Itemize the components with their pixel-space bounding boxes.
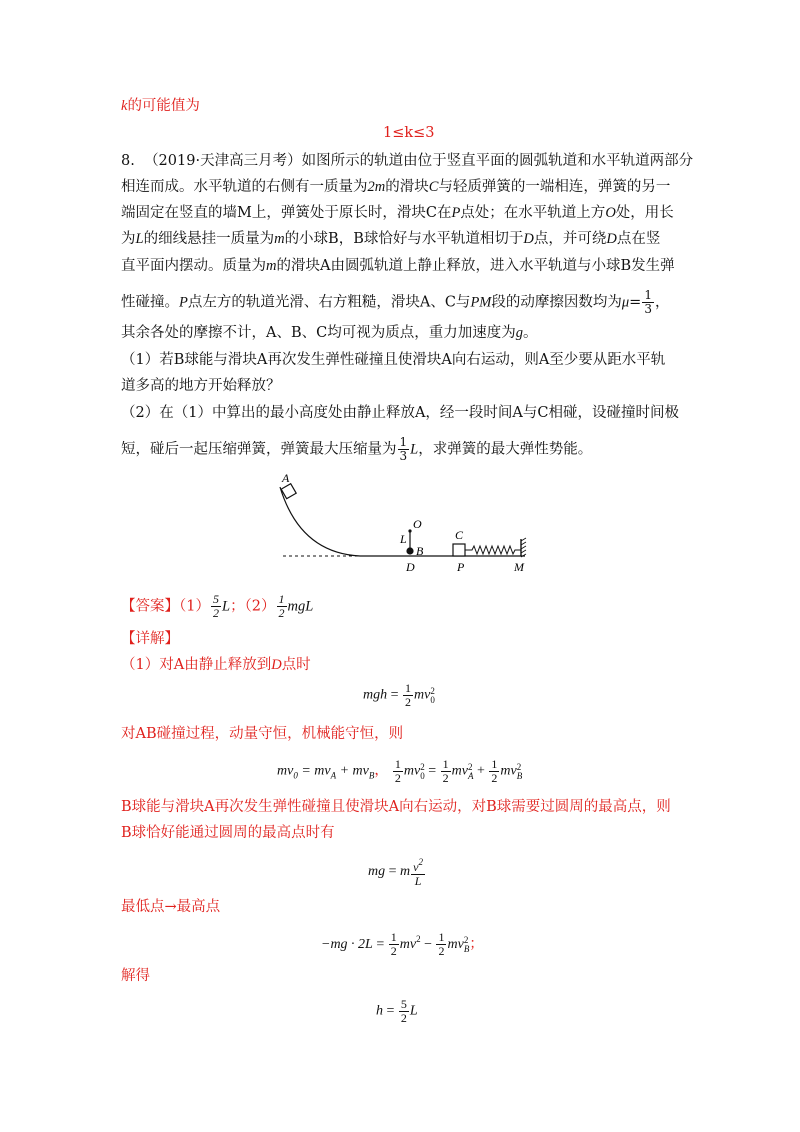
superscript: 2 xyxy=(516,761,522,772)
label-o: O xyxy=(413,517,422,531)
math-mv: mv xyxy=(403,763,421,779)
supsub-2-0 xyxy=(430,687,435,705)
fraction-denominator: 2 xyxy=(400,1011,407,1025)
problem-text: 的小球B，B球恰好与水平轨道相切于 xyxy=(284,231,524,247)
fraction-numerator: 1 xyxy=(394,757,401,771)
detail-step-5: 解得 xyxy=(121,968,150,984)
fraction-denominator: 2 xyxy=(405,695,412,709)
fraction-numerator: 5 xyxy=(400,997,407,1011)
math-l: L xyxy=(409,1003,418,1019)
math-l: L xyxy=(135,231,144,247)
math-d: D xyxy=(523,231,534,247)
problem-text: 相连而成。水平轨道的右侧有一质量为 xyxy=(121,179,368,195)
math-pm: PM xyxy=(470,294,492,311)
math-h: h xyxy=(376,1003,383,1019)
fraction-half xyxy=(441,758,451,785)
problem-text: 点，并可绕 xyxy=(533,231,607,247)
fraction-numerator xyxy=(411,856,425,875)
math-d: D xyxy=(271,657,282,673)
math-c: C xyxy=(428,179,439,195)
math-mv: mv xyxy=(277,763,294,779)
fraction-numerator: 1 xyxy=(644,288,652,302)
problem-text: 直平面内摆动。质量为 xyxy=(121,258,266,274)
problem-text: 段的动摩擦因数均为 xyxy=(491,294,622,311)
problem-text: 的细线悬挂一质量为 xyxy=(143,231,275,247)
question-1-line-2: 道多高的地方开始释放？ xyxy=(121,378,281,394)
math-mv: mv xyxy=(451,763,468,779)
math-mv: + mv xyxy=(336,763,369,779)
problem-text: 性碰撞。 xyxy=(121,294,179,311)
fraction-denominator: 2 xyxy=(390,944,397,959)
equation-3 xyxy=(368,856,426,888)
math-equals: = xyxy=(376,937,385,952)
math-p: P xyxy=(451,205,461,221)
math-lhs: −mg · 2L xyxy=(321,937,373,952)
fraction-numerator: 1 xyxy=(491,757,498,771)
math-m: m xyxy=(266,258,277,274)
detail-step-3b: B球恰好能通过圆周的最高点时有 xyxy=(121,825,335,841)
math-mv: mv xyxy=(447,937,464,952)
label-c: C xyxy=(455,528,464,542)
detail-step-3a: B球能与滑块A再次发生弹性碰撞且使滑块A向右运动，对B球需要过圆周的最高点，则 xyxy=(121,799,671,815)
subscript: B xyxy=(368,770,375,781)
superscript: 2 xyxy=(430,685,435,696)
math-d: D xyxy=(606,231,617,247)
problem-number: 8. xyxy=(121,153,135,169)
subscript: A xyxy=(467,770,474,781)
answer-1-fraction xyxy=(211,593,221,620)
math-equals: = xyxy=(629,294,642,311)
math-plus: + xyxy=(476,763,485,779)
label-m: M xyxy=(514,560,524,574)
detail-text: （1）对A由静止释放到 xyxy=(121,657,272,673)
superscript: 2 xyxy=(420,761,425,772)
problem-text: 的滑块 xyxy=(385,179,429,195)
fraction-numerator: 1 xyxy=(278,592,285,606)
answer-2-fraction xyxy=(277,593,287,620)
fraction-denominator: 3 xyxy=(399,449,408,463)
problem-text: 点左方的轨道光滑、右方粗糙，滑块A、C与 xyxy=(187,294,471,311)
label-d: D xyxy=(406,560,415,574)
fraction-half xyxy=(389,931,399,958)
fraction-denominator: 2 xyxy=(278,606,285,620)
subscript: A xyxy=(330,770,337,781)
math-comma: ， xyxy=(374,763,389,779)
spring xyxy=(465,546,521,554)
question-1-line-1: （1）若B球能与滑块A再次发生弹性碰撞且使滑块A向右运动，则A至少要从距水平轨 xyxy=(121,352,666,368)
problem-text: 。 xyxy=(522,325,538,341)
fraction-five-halves xyxy=(399,998,409,1025)
math-equals: = xyxy=(390,687,399,703)
problem-text: 短，碰后一起压缩弹簧，弹簧最大压缩量为 xyxy=(121,441,397,458)
math-mass-coef: 2 xyxy=(367,179,375,195)
ball-b xyxy=(406,547,413,554)
fraction-numerator: 5 xyxy=(212,592,219,606)
subscript: 0 xyxy=(420,770,425,781)
fraction-denominator: 2 xyxy=(442,771,449,785)
problem-text: 与轻质弹簧的一端相连，弹簧的另一 xyxy=(438,179,671,195)
problem-text: 点在竖 xyxy=(616,231,661,247)
fraction-denominator: 2 xyxy=(438,944,445,959)
fraction-half xyxy=(436,931,446,958)
fraction-numerator: 1 xyxy=(390,930,397,945)
subscript: 0 xyxy=(293,770,298,781)
fraction-numerator: 1 xyxy=(405,681,412,695)
problem-text: 为 xyxy=(121,231,136,247)
math-equals: = xyxy=(386,1003,395,1019)
math-o: O xyxy=(605,205,616,221)
label-l: L xyxy=(400,532,407,546)
arc-track xyxy=(280,487,360,556)
fraction-half xyxy=(489,758,499,785)
math-p: P xyxy=(179,294,188,311)
fraction-half xyxy=(403,682,413,709)
math-mv: = mv xyxy=(297,763,331,779)
fraction-denominator: 3 xyxy=(644,302,652,316)
supsub-2-a xyxy=(468,763,474,781)
detail-step-2: 对AB碰撞过程，动量守恒，机械能守恒，则 xyxy=(121,726,404,742)
fraction-denominator: 2 xyxy=(394,771,401,785)
math-mg: mg xyxy=(368,864,386,880)
equation-1 xyxy=(363,682,435,709)
fraction-numerator: 1 xyxy=(438,930,445,945)
answer-line xyxy=(121,593,313,620)
supsub-2-0 xyxy=(420,763,425,781)
problem-text: 的滑块A由圆弧轨道上静止释放，进入水平轨道与小球B发生弹 xyxy=(276,258,675,274)
problem-text: 其余各处的摩擦不计，A、B、C均可视为质点，重力加速度为 xyxy=(121,325,516,341)
equation-4 xyxy=(321,929,483,958)
block-c xyxy=(453,544,465,556)
k-range-value: 1≤k≤3 xyxy=(383,125,435,141)
problem-text: 如图所示的轨道由位于竖直平面的圆弧轨道和水平轨道两部分 xyxy=(301,153,694,169)
superscript: 2 xyxy=(463,934,469,945)
math-v: v xyxy=(413,860,419,874)
math-g: g xyxy=(515,325,523,341)
problem-text: 端固定在竖直的墙M上，弹簧处于原长时，滑块C在 xyxy=(121,205,452,221)
math-mgl: mgL xyxy=(287,598,314,615)
math-mgh: mgh xyxy=(363,687,388,703)
supsub-2-b xyxy=(517,763,523,781)
fraction-denominator: 2 xyxy=(212,606,219,620)
math-m: m xyxy=(274,231,285,247)
math-mv: mv xyxy=(500,763,517,779)
math-m: m xyxy=(374,179,386,195)
possible-values-text: 的可能值为 xyxy=(127,98,200,114)
subscript: 0 xyxy=(430,694,435,705)
label-b: B xyxy=(416,544,424,558)
superscript: 2 xyxy=(416,934,421,944)
equation-5 xyxy=(376,998,418,1025)
superscript: 2 xyxy=(418,857,423,867)
math-equals: = xyxy=(388,864,397,880)
detail-step-4: 最低点→最高点 xyxy=(121,899,221,915)
math-minus: − xyxy=(424,937,432,952)
pivot-o xyxy=(408,529,411,532)
question-2-line-1: （2）在（1）中算出的最小高度处由静止释放A，经一段时间A与C相碰，设碰撞时间极 xyxy=(121,405,679,421)
math-mu: μ xyxy=(621,294,630,311)
math-equals: = xyxy=(428,763,437,779)
math-mv: mv xyxy=(399,937,417,952)
label-a: A xyxy=(282,471,290,485)
problem-text: ，求弹簧的最大弹性势能。 xyxy=(418,441,593,458)
math-semicolon: ； xyxy=(469,937,484,952)
superscript: 2 xyxy=(467,761,473,772)
label-p: P xyxy=(457,560,465,574)
math-m: m xyxy=(400,864,411,880)
subscript: B xyxy=(516,770,523,781)
subscript: B xyxy=(463,943,470,954)
fraction-numerator: 1 xyxy=(442,757,449,771)
problem-text: 处，用长 xyxy=(615,205,674,221)
wall-hatching xyxy=(521,538,526,557)
math-l: L xyxy=(221,598,231,615)
problem-text: ， xyxy=(654,294,670,311)
problem-source: （2019·天津高三月考） xyxy=(144,153,302,169)
detail-text: 点时 xyxy=(281,657,311,673)
detail-tag: 【详解】 xyxy=(121,631,179,647)
fraction-denominator: 2 xyxy=(491,771,498,785)
answer-separator: ；（2） xyxy=(230,598,276,615)
fraction-numerator: 1 xyxy=(399,435,408,449)
problem-text: 点处；在水平轨道上方 xyxy=(460,205,606,221)
math-mv: mv xyxy=(414,687,431,703)
fraction-v2-over-l xyxy=(411,856,425,888)
detail-step-1 xyxy=(121,655,311,675)
fraction-half xyxy=(393,758,403,785)
k-symbol: k xyxy=(121,98,128,114)
fraction-denominator: L xyxy=(414,874,422,888)
answer-part-1-label: （1） xyxy=(179,598,210,615)
equation-2 xyxy=(277,758,522,786)
math-l: L xyxy=(410,441,419,458)
answer-tag: 【答案】 xyxy=(121,598,179,615)
